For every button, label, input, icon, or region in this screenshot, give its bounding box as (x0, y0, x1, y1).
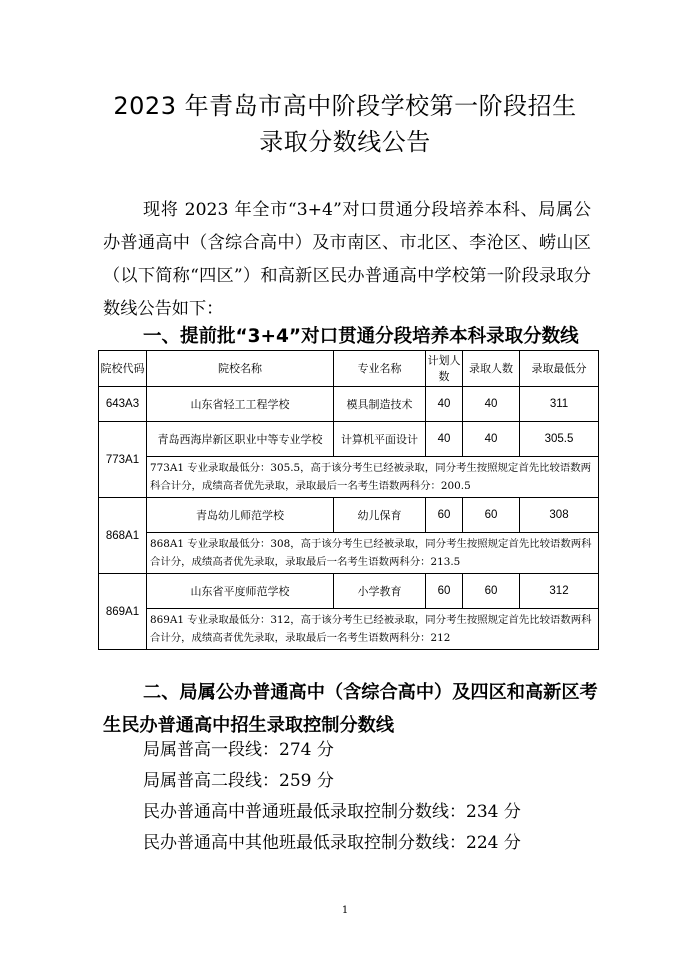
min-score: 312 (520, 574, 599, 609)
section-2-heading: 二、局属公办普通高中（含综合高中）及四区和高新区考生民办普通高中招生录取控制分数线 (103, 682, 598, 736)
plan-count: 40 (426, 387, 463, 422)
header-code: 院校代码 (99, 351, 147, 387)
admission-score-table (98, 350, 599, 650)
min-score: 311 (520, 387, 599, 422)
admitted-count: 60 (463, 498, 520, 533)
school-name: 青岛西海岸新区职业中等专业学校 (147, 422, 334, 457)
plan-count: 40 (426, 422, 463, 457)
table-note-row (99, 533, 599, 574)
document-title-line-2: 录取分数线公告 (259, 128, 431, 156)
table-note-row (99, 457, 599, 498)
min-score: 305.5 (520, 422, 599, 457)
school-code: 869A1 (99, 574, 147, 650)
score-note: 868A1 专业录取最低分：308，高于该分考生已经被录取，同分考生按照规定首先比较语数两科合计分，成绩高者优先录取，录取最后一名考生语数两科分：213.5 (147, 533, 599, 574)
table-row (99, 498, 599, 533)
table-note-row (99, 609, 599, 650)
school-name: 山东省轻工工程学校 (147, 387, 334, 422)
section-1-heading: 一、提前批“3+4”对口贯通分段培养本科录取分数线 (143, 326, 579, 347)
header-min-score: 录取最低分 (520, 351, 599, 387)
school-code: 773A1 (99, 422, 147, 498)
school-name: 青岛幼儿师范学校 (147, 498, 334, 533)
table-row (99, 574, 599, 609)
school-code: 868A1 (99, 498, 147, 574)
school-name: 山东省平度师范学校 (147, 574, 334, 609)
control-score-list (143, 735, 603, 859)
major-name: 模具制造技术 (334, 387, 426, 422)
school-code: 643A3 (99, 387, 147, 422)
table-header-row (99, 351, 599, 387)
list-item: 局属普高一段线：274 分 (143, 740, 334, 760)
major-name: 计算机平面设计 (334, 422, 426, 457)
page-number: 1 (341, 905, 349, 916)
list-item: 民办普通高中普通班最低录取控制分数线：234 分 (143, 802, 521, 822)
min-score: 308 (520, 498, 599, 533)
plan-count: 60 (426, 498, 463, 533)
table-row (99, 422, 599, 457)
plan-count: 60 (426, 574, 463, 609)
header-admitted: 录取人数 (463, 351, 520, 387)
admitted-count: 40 (463, 422, 520, 457)
list-item: 民办普通高中其他班最低录取控制分数线：224 分 (143, 833, 521, 853)
document-title-line-1: 2023 年青岛市高中阶段学校第一阶段招生 (113, 92, 577, 120)
score-note: 773A1 专业录取最低分：305.5，高于该分考生已经被录取，同分考生按照规定首先比较语数两科合计分，成绩高者优先录取，录取最后一名考生语数两科分：200.5 (147, 457, 599, 498)
admitted-count: 40 (463, 387, 520, 422)
header-major: 专业名称 (334, 351, 426, 387)
header-school: 院校名称 (147, 351, 334, 387)
intro-paragraph: 现将 2023 年全市“3+4”对口贯通分段培养本科、局属公办普通高中（含综合高中）及市南区、市北区、李沧区、崂山区（以下简称“四区”）和高新区民办普通高中学校第一阶段录取分数线公告如下： (103, 200, 591, 319)
table-row (99, 387, 599, 422)
major-name: 幼儿保育 (334, 498, 426, 533)
score-note: 869A1 专业录取最低分：312，高于该分考生已经被录取，同分考生按照规定首先比较语数两科合计分，成绩高者优先录取，录取最后一名考生语数两科分：212 (147, 609, 599, 650)
list-item: 局属普高二段线：259 分 (143, 771, 334, 791)
major-name: 小学教育 (334, 574, 426, 609)
admitted-count: 60 (463, 574, 520, 609)
header-plan: 计划人数 (426, 351, 463, 387)
